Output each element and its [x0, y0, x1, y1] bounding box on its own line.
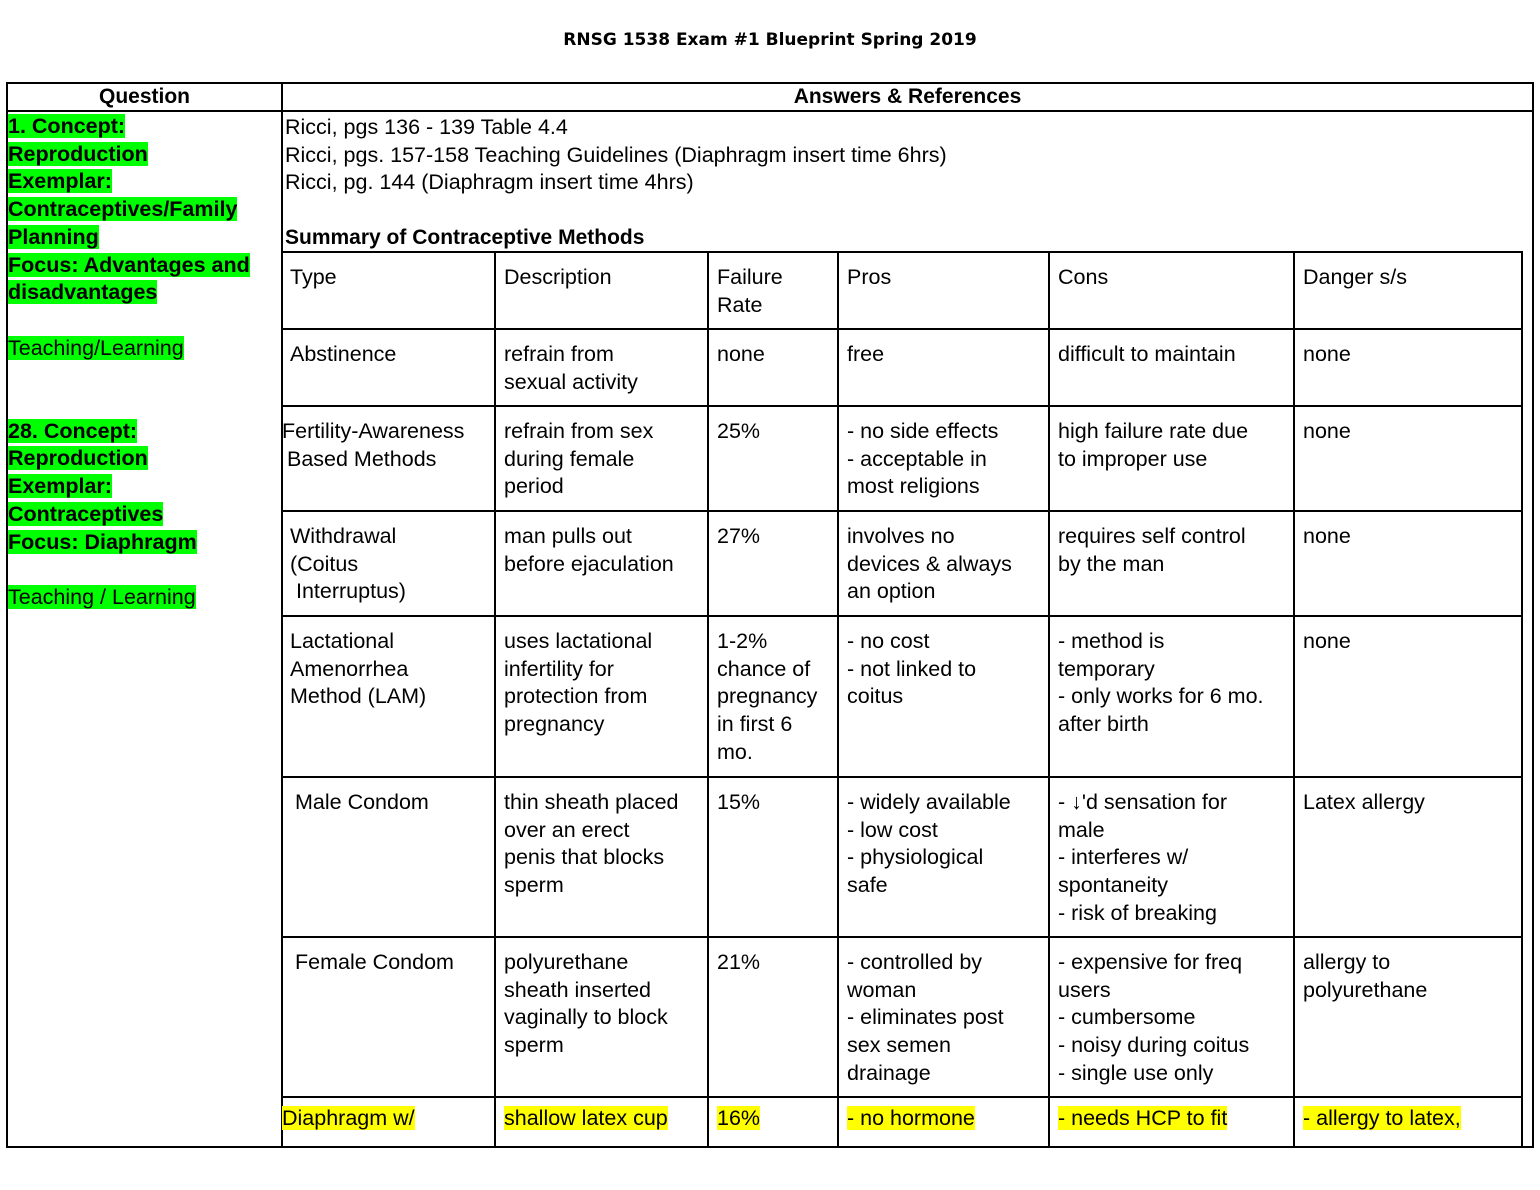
- cell-pros: - controlled by woman - eliminates post sex semen drainage: [838, 937, 1049, 1097]
- cell-danger: none: [1294, 329, 1522, 406]
- cell-description: uses lactational infertility for protection from pregnancy: [495, 616, 708, 777]
- cell-failure-rate: 15%: [708, 777, 838, 937]
- q1-exemplar-line2: Planning: [8, 224, 99, 249]
- cell-pros: - widely available - low cost - physiological safe: [838, 777, 1049, 937]
- cell-danger: none: [1294, 406, 1522, 511]
- header-divider: [6, 110, 1534, 112]
- cell-description: thin sheath placed over an erect penis that blocks sperm: [495, 777, 708, 937]
- q1-focus-line1: Focus: Advantages and: [8, 252, 250, 277]
- col-header-danger: Danger s/s: [1294, 252, 1522, 329]
- cell-type: Female Condom: [282, 937, 495, 1097]
- cell-type: Male Condom: [282, 777, 495, 937]
- q28-category: Teaching / Learning: [8, 584, 196, 609]
- cell-failure-rate: 25%: [708, 406, 838, 511]
- cell-danger: none: [1294, 616, 1522, 777]
- cell-type: Diaphragm w/: [282, 1097, 495, 1147]
- cell-description: refrain from sexual activity: [495, 329, 708, 406]
- cell-pros: free: [838, 329, 1049, 406]
- cell-cons: high failure rate due to improper use: [1049, 406, 1294, 511]
- table-row: [282, 937, 1522, 1097]
- cell-description: shallow latex cup: [495, 1097, 708, 1147]
- cell-pros: - no side effects - acceptable in most religions: [838, 406, 1049, 511]
- q1-exemplar-label: Exemplar:: [8, 169, 112, 194]
- question-header: Question: [98, 85, 190, 108]
- cell-cons: - needs HCP to fit: [1049, 1097, 1294, 1147]
- q1-concept: Reproduction: [8, 141, 148, 166]
- col-header-description: Description: [495, 252, 708, 329]
- table-row: [282, 511, 1522, 616]
- table-row: [282, 406, 1522, 511]
- cell-cons: - method is temporary - only works for 6 mo. after birth: [1049, 616, 1294, 777]
- cell-danger: allergy to polyurethane: [1294, 937, 1522, 1097]
- q1-number-concept: 1. Concept:: [8, 114, 126, 138]
- cell-danger: Latex allergy: [1294, 777, 1522, 937]
- cell-type: Lactational Amenorrhea Method (LAM): [282, 616, 495, 777]
- table-row: [282, 616, 1522, 777]
- cell-pros: involves no devices & always an option: [838, 511, 1049, 616]
- cell-pros: - no cost - not linked to coitus: [838, 616, 1049, 777]
- cell-cons: requires self control by the man: [1049, 511, 1294, 616]
- cell-danger: - allergy to latex,: [1294, 1097, 1522, 1147]
- cell-cons: - expensive for freq users - cumbersome - noisy during coitus - single use only: [1049, 937, 1294, 1097]
- cell-failure-rate: none: [708, 329, 838, 406]
- q1-category: Teaching/Learning: [8, 335, 184, 360]
- reference-line: Ricci, pgs. 157-158 Teaching Guidelines (Diaphragm insert time 6hrs): [285, 142, 947, 167]
- q28-number-concept: 28. Concept:: [8, 418, 138, 443]
- table-header-row: [282, 252, 1522, 329]
- col-header-pros: Pros: [838, 252, 1049, 329]
- question-column: [8, 113, 280, 612]
- reference-line: Ricci, pgs 136 - 139 Table 4.4: [285, 115, 568, 139]
- cell-description: polyurethane sheath inserted vaginally to block sperm: [495, 937, 708, 1097]
- table-row: [282, 777, 1522, 937]
- cell-failure-rate: 1-2% chance of pregnancy in first 6 mo.: [708, 616, 838, 777]
- table-row: [282, 329, 1522, 406]
- cell-cons: difficult to maintain: [1049, 329, 1294, 406]
- q28-exemplar-label: Exemplar:: [8, 474, 112, 499]
- q1-focus-line2: disadvantages: [8, 280, 158, 305]
- cell-type: Abstinence: [282, 329, 495, 406]
- cell-cons: - ↓'d sensation for male - interferes w/ spontaneity - risk of breaking: [1049, 777, 1294, 937]
- q28-focus: Focus: Diaphragm: [8, 529, 197, 554]
- cell-pros: - no hormone: [838, 1097, 1049, 1147]
- col-header-failure-rate: Failure Rate: [708, 252, 838, 329]
- question-1: [8, 113, 280, 362]
- col-header-type: Type: [282, 252, 495, 329]
- cell-failure-rate: 16%: [708, 1097, 838, 1147]
- cell-type: Fertility-Awareness Based Methods: [282, 406, 495, 511]
- summary-title: Summary of Contraceptive Methods: [285, 226, 645, 249]
- cell-failure-rate: 27%: [708, 511, 838, 616]
- reference-line: Ricci, pg. 144 (Diaphragm insert time 4hrs): [285, 170, 694, 195]
- references-list: [285, 114, 947, 197]
- q28-concept: Reproduction: [8, 446, 148, 471]
- cell-danger: none: [1294, 511, 1522, 616]
- q28-exemplar: Contraceptives: [8, 501, 164, 526]
- cell-description: man pulls out before ejaculation: [495, 511, 708, 616]
- document-title: RNSG 1538 Exam #1 Blueprint Spring 2019: [563, 30, 977, 50]
- q1-exemplar-line1: Contraceptives/Family: [8, 197, 238, 222]
- table-row: [282, 1097, 1522, 1147]
- cell-failure-rate: 21%: [708, 937, 838, 1097]
- cell-description: refrain from sex during female period: [495, 406, 708, 511]
- col-header-cons: Cons: [1049, 252, 1294, 329]
- answers-header: Answers & References: [793, 85, 1022, 108]
- question-28: [8, 418, 280, 612]
- contraceptive-methods-table: [282, 251, 1523, 1147]
- cell-type: Withdrawal (Coitus Interruptus): [282, 511, 495, 616]
